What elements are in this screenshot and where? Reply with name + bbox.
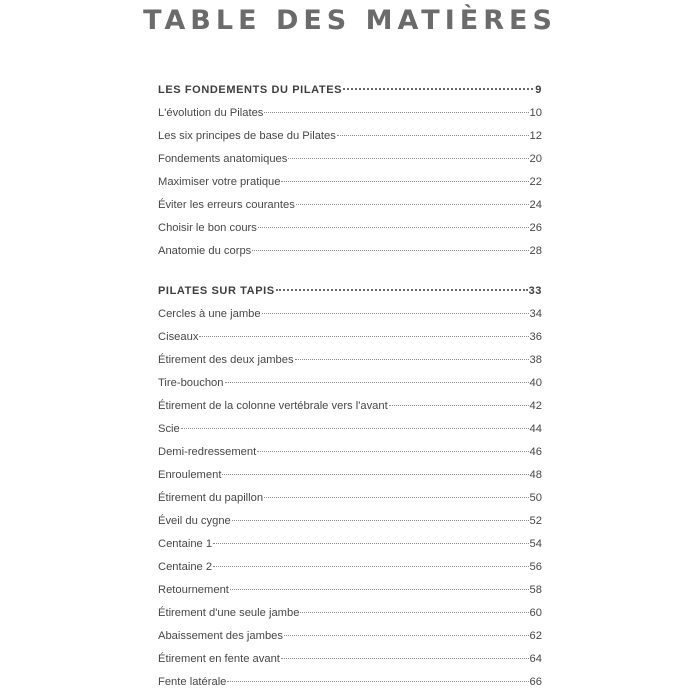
page-number: 46 <box>529 446 542 458</box>
dot-leader <box>252 250 528 251</box>
toc-entry[interactable] <box>158 395 542 418</box>
toc-entry[interactable] <box>158 148 542 171</box>
page-number: 20 <box>529 153 542 165</box>
page-number: 24 <box>529 199 542 211</box>
page-number: 38 <box>529 354 542 366</box>
dot-leader <box>296 204 529 205</box>
entry-label: Ciseaux <box>158 331 199 343</box>
dot-leader <box>389 405 529 406</box>
page-number: 9 <box>535 84 542 96</box>
entry-label: Fondements anatomiques <box>158 153 288 165</box>
toc-section <box>158 79 542 263</box>
dot-leader <box>222 474 528 475</box>
dot-leader <box>284 635 529 636</box>
entry-label: Scie <box>158 423 180 435</box>
page-number: 66 <box>529 676 542 688</box>
dot-leader <box>276 289 528 291</box>
toc-entry[interactable] <box>158 533 542 556</box>
dot-leader <box>181 428 529 429</box>
dot-leader <box>199 336 528 337</box>
page-number: 62 <box>529 630 542 642</box>
dot-leader <box>281 658 529 659</box>
toc-entry[interactable] <box>158 372 542 395</box>
toc-entry[interactable] <box>158 217 542 240</box>
toc-entry[interactable] <box>158 579 542 602</box>
toc-entry[interactable] <box>158 171 542 194</box>
dot-leader <box>264 497 528 498</box>
page-number: 34 <box>529 308 542 320</box>
dot-leader <box>225 382 529 383</box>
dot-leader <box>281 181 528 182</box>
entry-label: Étirement d'une seule jambe <box>158 607 300 619</box>
entry-label: Maximiser votre pratique <box>158 176 281 188</box>
entry-label: Éviter les erreurs courantes <box>158 199 295 211</box>
entry-label: Retournement <box>158 584 229 596</box>
page-number: 12 <box>529 130 542 142</box>
section-heading-label: LES FONDEMENTS DU PILATES <box>158 84 343 96</box>
entry-label: Enroulement <box>158 469 222 481</box>
dot-leader <box>264 112 528 113</box>
toc-entry[interactable] <box>158 625 542 648</box>
entry-label: Étirement en fente avant <box>158 653 280 665</box>
page-number: 40 <box>529 377 542 389</box>
entry-label: Éveil du cygne <box>158 515 231 527</box>
page-number: 26 <box>529 222 542 234</box>
dot-leader <box>257 451 528 452</box>
dot-leader <box>232 520 529 521</box>
table-of-contents <box>158 79 542 694</box>
page-number: 28 <box>529 245 542 257</box>
toc-entry[interactable] <box>158 556 542 579</box>
entry-label: L'évolution du Pilates <box>158 107 264 119</box>
page-number: 22 <box>529 176 542 188</box>
toc-entry[interactable] <box>158 418 542 441</box>
dot-leader <box>213 566 528 567</box>
page-number: 60 <box>529 607 542 619</box>
entry-label: Tire-bouchon <box>158 377 224 389</box>
page-number: 36 <box>529 331 542 343</box>
dot-leader <box>230 589 529 590</box>
entry-label: Choisir le bon cours <box>158 222 257 234</box>
page-number: 33 <box>528 285 542 297</box>
entry-label: Anatomie du corps <box>158 245 252 257</box>
entry-label: Centaine 1 <box>158 538 213 550</box>
toc-section-heading[interactable] <box>158 79 542 102</box>
page-number: 42 <box>529 400 542 412</box>
dot-leader <box>213 543 528 544</box>
dot-leader <box>258 227 529 228</box>
toc-section <box>158 280 542 694</box>
toc-entry[interactable] <box>158 510 542 533</box>
dot-leader <box>288 158 528 159</box>
entry-label: Étirement de la colonne vertébrale vers l'avant <box>158 400 388 412</box>
toc-entry[interactable] <box>158 648 542 671</box>
entry-label: Les six principes de base du Pilates <box>158 130 336 142</box>
page-number: 48 <box>529 469 542 481</box>
dot-leader <box>343 88 533 90</box>
dot-leader <box>262 313 529 314</box>
dot-leader <box>295 359 529 360</box>
entry-label: Fente latérale <box>158 676 227 688</box>
toc-entry[interactable] <box>158 303 542 326</box>
toc-entry[interactable] <box>158 464 542 487</box>
entry-label: Étirement du papillon <box>158 492 264 504</box>
toc-entry[interactable] <box>158 102 542 125</box>
toc-entry[interactable] <box>158 671 542 694</box>
page-number: 10 <box>529 107 542 119</box>
page-number: 58 <box>529 584 542 596</box>
dot-leader <box>337 135 529 136</box>
toc-section-heading[interactable] <box>158 280 542 303</box>
section-heading-label: PILATES SUR TAPIS <box>158 285 275 297</box>
toc-entry[interactable] <box>158 441 542 464</box>
entry-label: Demi-redressement <box>158 446 257 458</box>
page-title: TABLE DES MATIÈRES <box>143 5 557 36</box>
toc-entry[interactable] <box>158 240 542 263</box>
toc-entry[interactable] <box>158 326 542 349</box>
dot-leader <box>300 612 528 613</box>
entry-label: Centaine 2 <box>158 561 213 573</box>
toc-entry[interactable] <box>158 487 542 510</box>
toc-entry[interactable] <box>158 125 542 148</box>
entry-label: Cercles à une jambe <box>158 308 261 320</box>
page-number: 50 <box>529 492 542 504</box>
toc-entry[interactable] <box>158 602 542 625</box>
toc-entry[interactable] <box>158 349 542 372</box>
page-number: 52 <box>529 515 542 527</box>
dot-leader <box>227 681 528 682</box>
entry-label: Étirement des deux jambes <box>158 354 294 366</box>
toc-entry[interactable] <box>158 194 542 217</box>
page-number: 44 <box>529 423 542 435</box>
page-number: 54 <box>529 538 542 550</box>
page-number: 64 <box>529 653 542 665</box>
entry-label: Abaissement des jambes <box>158 630 283 642</box>
page-number: 56 <box>529 561 542 573</box>
